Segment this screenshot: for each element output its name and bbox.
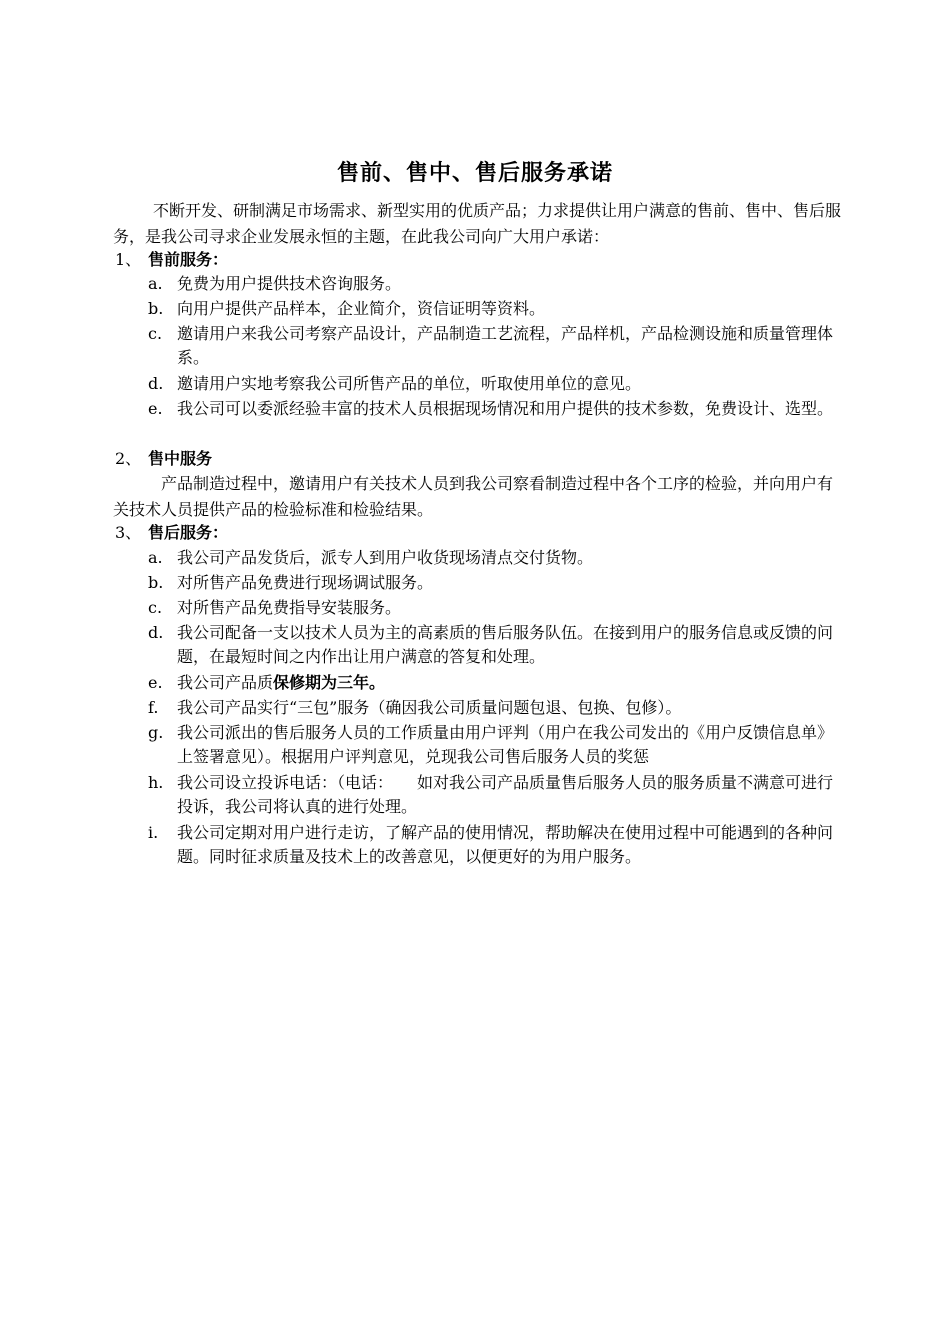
list-item (148, 397, 843, 421)
list-item-text: 我公司设立投诉电话：（电话： 如对我公司产品质量售后服务人员的服务质量不满意可进行投诉，我公司将认真的进行处理。 (177, 773, 834, 816)
section-number: 1、 (115, 250, 142, 269)
list-item-text: 我公司定期对用户进行走访，了解产品的使用情况，帮助解决在使用过程中可能遇到的各种问题。同时征求质量及技术上的改善意见，以便更好的为用户服务。 (177, 823, 834, 866)
list-item (148, 322, 843, 370)
list-item (148, 546, 843, 570)
list-item (148, 721, 843, 769)
list-item-text-regular: 我公司产品质 (177, 673, 274, 692)
list-item-text: 邀请用户实地考察我公司所售产品的单位，听取使用单位的意见。 (177, 374, 642, 393)
page-title: 售前、售中、售后服务承诺 (336, 160, 613, 186)
list-item (148, 671, 843, 695)
section-title: 售中服务 (148, 449, 213, 468)
list-item-text: 向用户提供产品样本，企业简介，资信证明等资料。 (177, 299, 546, 318)
list-item (148, 297, 843, 321)
section-title: 售前服务： (148, 250, 229, 269)
list-item (148, 621, 843, 669)
list-item-label: i. (148, 823, 159, 842)
list-item (148, 821, 843, 869)
intro-paragraph: 不断开发、研制满足市场需求、新型实用的优质产品；力求提供让用户满意的售前、售中、售后服务，是我公司寻求企业发展永恒的主题，在此我公司向广大用户承诺： (113, 201, 842, 246)
list-item-text: 对所售产品免费指导安装服务。 (177, 598, 402, 617)
list-item-label: a. (148, 548, 163, 567)
list-item-label: d. (148, 623, 164, 642)
list-item (148, 596, 843, 620)
list-item-label: c. (148, 598, 163, 617)
section-heading-insale (115, 447, 212, 471)
list-item (148, 571, 843, 595)
list-item-text: 免费为用户提供技术咨询服务。 (177, 274, 402, 293)
list-item-label: a. (148, 274, 163, 293)
list-item-label: g. (148, 723, 164, 742)
list-item-label: d. (148, 374, 164, 393)
list-item (148, 272, 843, 296)
list-item-label: e. (148, 399, 163, 418)
section-paragraph: 产品制造过程中，邀请用户有关技术人员到我公司察看制造过程中各个工序的检验，并向用户有关技术人员提供产品的检验标准和检验结果。 (113, 474, 834, 519)
list-item-label: h. (148, 773, 164, 792)
list-item-text: 邀请用户来我公司考察产品设计，产品制造工艺流程，产品样机，产品检测设施和质量管理体系。 (177, 324, 834, 367)
list-item-label: b. (148, 573, 164, 592)
section-number: 2、 (115, 449, 142, 468)
list-item-label: f. (148, 698, 159, 717)
section-heading-aftersale (115, 521, 228, 545)
list-item-text: 我公司产品发货后，派专人到用户收货现场清点交付货物。 (177, 548, 594, 567)
list-item (148, 696, 843, 720)
list-item-text (177, 671, 843, 695)
list-item-text: 我公司配备一支以技术人员为主的高素质的售后服务队伍。在接到用户的服务信息或反馈的问题，在最短时间之内作出让用户满意的答复和处理。 (177, 623, 834, 666)
list-item (148, 372, 843, 396)
list-item-label: c. (148, 324, 163, 343)
list-item-text: 我公司产品实行“三包”服务（确因我公司质量问题包退、包换、包修）。 (177, 698, 682, 717)
warranty-emphasis: 保修期为三年。 (273, 673, 386, 692)
list-item-text: 对所售产品免费进行现场调试服务。 (177, 573, 434, 592)
section-heading-presale (115, 248, 228, 272)
list-item-text: 我公司可以委派经验丰富的技术人员根据现场情况和用户提供的技术参数，免费设计、选型。 (177, 399, 834, 418)
section-title: 售后服务： (148, 523, 229, 542)
list-item-label: b. (148, 299, 164, 318)
list-item-text: 我公司派出的售后服务人员的工作质量由用户评判（用户在我公司发出的《用户反馈信息单》上签署意见）。根据用户评判意见，兑现我公司售后服务人员的奖惩 (177, 723, 834, 766)
list-item-label: e. (148, 673, 163, 692)
section-number: 3、 (115, 523, 142, 542)
list-item (148, 771, 843, 819)
